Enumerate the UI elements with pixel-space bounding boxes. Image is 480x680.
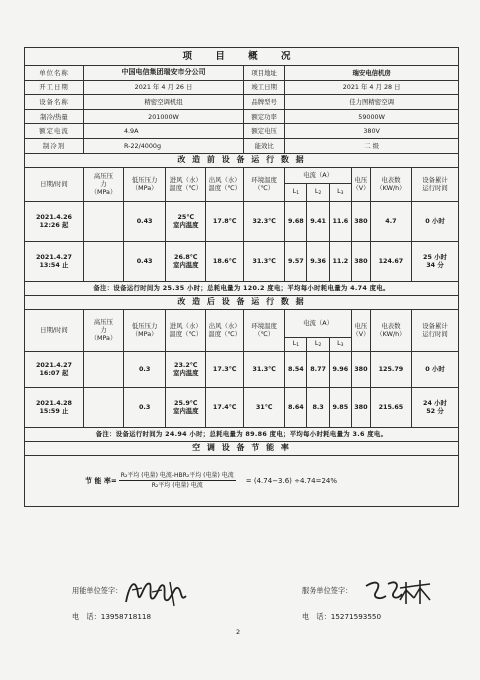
row-hp xyxy=(83,241,123,281)
row-l1: 9.68 xyxy=(285,201,307,241)
row-outlet: 17.8℃ xyxy=(206,201,244,241)
row-l1: 9.57 xyxy=(285,241,307,281)
row-env: 32.3℃ xyxy=(244,201,285,241)
row-l3: 9.85 xyxy=(329,387,351,427)
row-outlet: 18.6℃ xyxy=(206,241,244,281)
row-l1: 8.54 xyxy=(285,351,307,387)
row-voltage: 380 xyxy=(351,387,370,427)
row-hp xyxy=(83,201,123,241)
row-voltage: 380 xyxy=(351,201,370,241)
row-env: 31℃ xyxy=(244,387,285,427)
row-datetime: 2021.4.27 16:07 起 xyxy=(25,351,84,387)
after-note: 备注：设备运行时间为 24.94 小时；总耗电量为 89.86 度电；平均每小时耗电量为 3.6 度电。 xyxy=(25,427,459,441)
rated-current-label: 额定电流 xyxy=(25,124,84,139)
col-inlet-temp: 进风（水） 温度（℃） xyxy=(166,167,206,201)
project-overview-table xyxy=(24,47,459,507)
row-outlet: 17.3℃ xyxy=(206,351,244,387)
col-low-pressure: 低压压力 （MPa） xyxy=(123,167,165,201)
section-saving-title: 空 调 设 备 节 能 率 xyxy=(25,441,459,455)
row-outlet: 17.4℃ xyxy=(206,387,244,427)
table-row xyxy=(25,241,459,281)
col-runtime: 设备累计 运行时间 xyxy=(412,167,459,201)
col-voltage: 电压 （V） xyxy=(351,309,370,351)
row-l3: 11.6 xyxy=(329,201,351,241)
refrigerant-label: 制冷剂 xyxy=(25,138,84,153)
row-meter: 4.7 xyxy=(370,201,411,241)
service-sign-label: 服务单位签字： xyxy=(302,586,353,595)
col-l1: $L_1$ xyxy=(285,337,307,351)
address-value: 瑞安电信机房 xyxy=(285,66,459,81)
row-runtime: 0 小时 xyxy=(412,351,459,387)
page-title: 项 目 概 况 xyxy=(25,48,459,66)
page-number: 2 xyxy=(236,628,241,636)
row-datetime: 2021.4.26 12:26 起 xyxy=(25,201,84,241)
col-runtime: 设备累计 运行时间 xyxy=(412,309,459,351)
saving-denominator: R₂平均 (电量) 电流 xyxy=(151,482,203,490)
row-env: 31.3℃ xyxy=(244,351,285,387)
row-inlet: 23.2℃ 室内温度 xyxy=(166,351,206,387)
finish-date-label: 竣工日期 xyxy=(244,80,285,95)
user-sign-label: 用能单位签字： xyxy=(72,586,123,595)
col-outlet-temp: 出风（水） 温度（℃） xyxy=(206,309,244,351)
row-datetime: 2021.4.28 15:59 止 xyxy=(25,387,84,427)
section-before-title: 改 造 前 设 备 运 行 数 据 xyxy=(25,153,459,167)
saving-label: 节 能 率= xyxy=(85,476,117,485)
refrigerant-value: R-22/4000g xyxy=(83,138,243,153)
row-meter: 124.67 xyxy=(370,241,411,281)
row-inlet: 25.9℃ 室内温度 xyxy=(166,387,206,427)
unit-value: 中国电信集团瑞安市分公司 xyxy=(83,66,243,81)
col-l3: $L_3$ xyxy=(329,337,351,351)
row-meter: 125.79 xyxy=(370,351,411,387)
table-row xyxy=(25,201,459,241)
finish-date-value: 2021 年 4 月 28 日 xyxy=(285,80,459,95)
row-env: 31.3℃ xyxy=(244,241,285,281)
row-inlet: 25℃ 室内温度 xyxy=(166,201,206,241)
saving-formula xyxy=(25,455,459,506)
row-lp: 0.43 xyxy=(123,241,165,281)
service-phone: 电 话：15271593550 xyxy=(302,612,382,621)
col-current: 电流（A） xyxy=(285,309,352,337)
rated-power-value: 59000W xyxy=(285,109,459,124)
cooling-label: 制冷/热量 xyxy=(25,109,84,124)
row-l2: 9.36 xyxy=(307,241,329,281)
col-l3: $L_3$ xyxy=(329,183,351,201)
row-hp xyxy=(83,387,123,427)
row-voltage: 380 xyxy=(351,351,370,387)
col-meter: 电表数 （KW/h） xyxy=(370,167,411,201)
row-l2: 9.41 xyxy=(307,201,329,241)
service-signature xyxy=(362,574,434,608)
row-runtime: 24 小时 52 分 xyxy=(412,387,459,427)
saving-result: = (4.74−3.6) ÷4.74=24% xyxy=(245,476,338,485)
col-high-pressure: 高压压 力 （MPa） xyxy=(83,167,123,201)
row-inlet: 26.8℃ 室内温度 xyxy=(166,241,206,281)
row-voltage: 380 xyxy=(351,241,370,281)
col-l1: $L_1$ xyxy=(285,183,307,201)
start-date-value: 2021 年 4 月 26 日 xyxy=(83,80,243,95)
col-meter: 电表数 （KW/h） xyxy=(370,309,411,351)
row-l2: 8.77 xyxy=(307,351,329,387)
col-env-temp: 环境温度 （℃） xyxy=(244,309,285,351)
col-current: 电流（A） xyxy=(285,167,352,183)
brand-value: 佳力图精密空调 xyxy=(285,95,459,110)
saving-fraction xyxy=(119,472,236,490)
row-l3: 11.2 xyxy=(329,241,351,281)
row-runtime: 25 小时 34 分 xyxy=(412,241,459,281)
row-l3: 9.96 xyxy=(329,351,351,387)
rated-power-label: 额定功率 xyxy=(244,109,285,124)
col-datetime: 日期/时间 xyxy=(25,309,84,351)
device-value: 精密空调机组 xyxy=(83,95,243,110)
user-phone: 电 话：13958718118 xyxy=(72,612,152,621)
col-inlet-temp: 进风（水） 温度（℃） xyxy=(166,309,206,351)
row-meter: 215.65 xyxy=(370,387,411,427)
address-label: 项目地址 xyxy=(244,66,285,81)
saving-numerator: R₂平均 (电量) 电流-HBR₂平均 (电量) 电流 xyxy=(119,472,236,482)
col-high-pressure: 高压压 力 （MPa） xyxy=(83,309,123,351)
col-l2: $L_2$ xyxy=(307,337,329,351)
col-datetime: 日期/时间 xyxy=(25,167,84,201)
row-lp: 0.43 xyxy=(123,201,165,241)
efficiency-value: 二 级 xyxy=(285,138,459,153)
start-date-label: 开工日期 xyxy=(25,80,84,95)
user-signature xyxy=(122,572,192,612)
col-voltage: 电压 （V） xyxy=(351,167,370,201)
table-row xyxy=(25,351,459,387)
unit-label: 单位名称 xyxy=(25,66,84,81)
row-runtime: 0 小时 xyxy=(412,201,459,241)
row-hp xyxy=(83,351,123,387)
row-l2: 8.3 xyxy=(307,387,329,427)
col-env-temp: 环境温度 （℃） xyxy=(244,167,285,201)
brand-label: 品牌型号 xyxy=(244,95,285,110)
device-label: 设备名称 xyxy=(25,95,84,110)
row-l1: 8.64 xyxy=(285,387,307,427)
section-after-title: 改 造 后 设 备 运 行 数 据 xyxy=(25,295,459,309)
rated-current-value: 4.9A xyxy=(83,124,243,139)
col-low-pressure: 低压压力 （MPa） xyxy=(123,309,165,351)
col-l2: $L_2$ xyxy=(307,183,329,201)
efficiency-label: 能效比 xyxy=(244,138,285,153)
row-datetime: 2021.4.27 13:54 止 xyxy=(25,241,84,281)
table-row xyxy=(25,387,459,427)
col-outlet-temp: 出风（水） 温度（℃） xyxy=(206,167,244,201)
row-lp: 0.3 xyxy=(123,387,165,427)
before-note: 备注：设备运行时间为 25.35 小时；总耗电量为 120.2 度电；平均每小时耗电量为 4.74 度电。 xyxy=(25,281,459,295)
rated-voltage-label: 额定电压 xyxy=(244,124,285,139)
rated-voltage-value: 380V xyxy=(285,124,459,139)
row-lp: 0.3 xyxy=(123,351,165,387)
cooling-value: 201000W xyxy=(83,109,243,124)
